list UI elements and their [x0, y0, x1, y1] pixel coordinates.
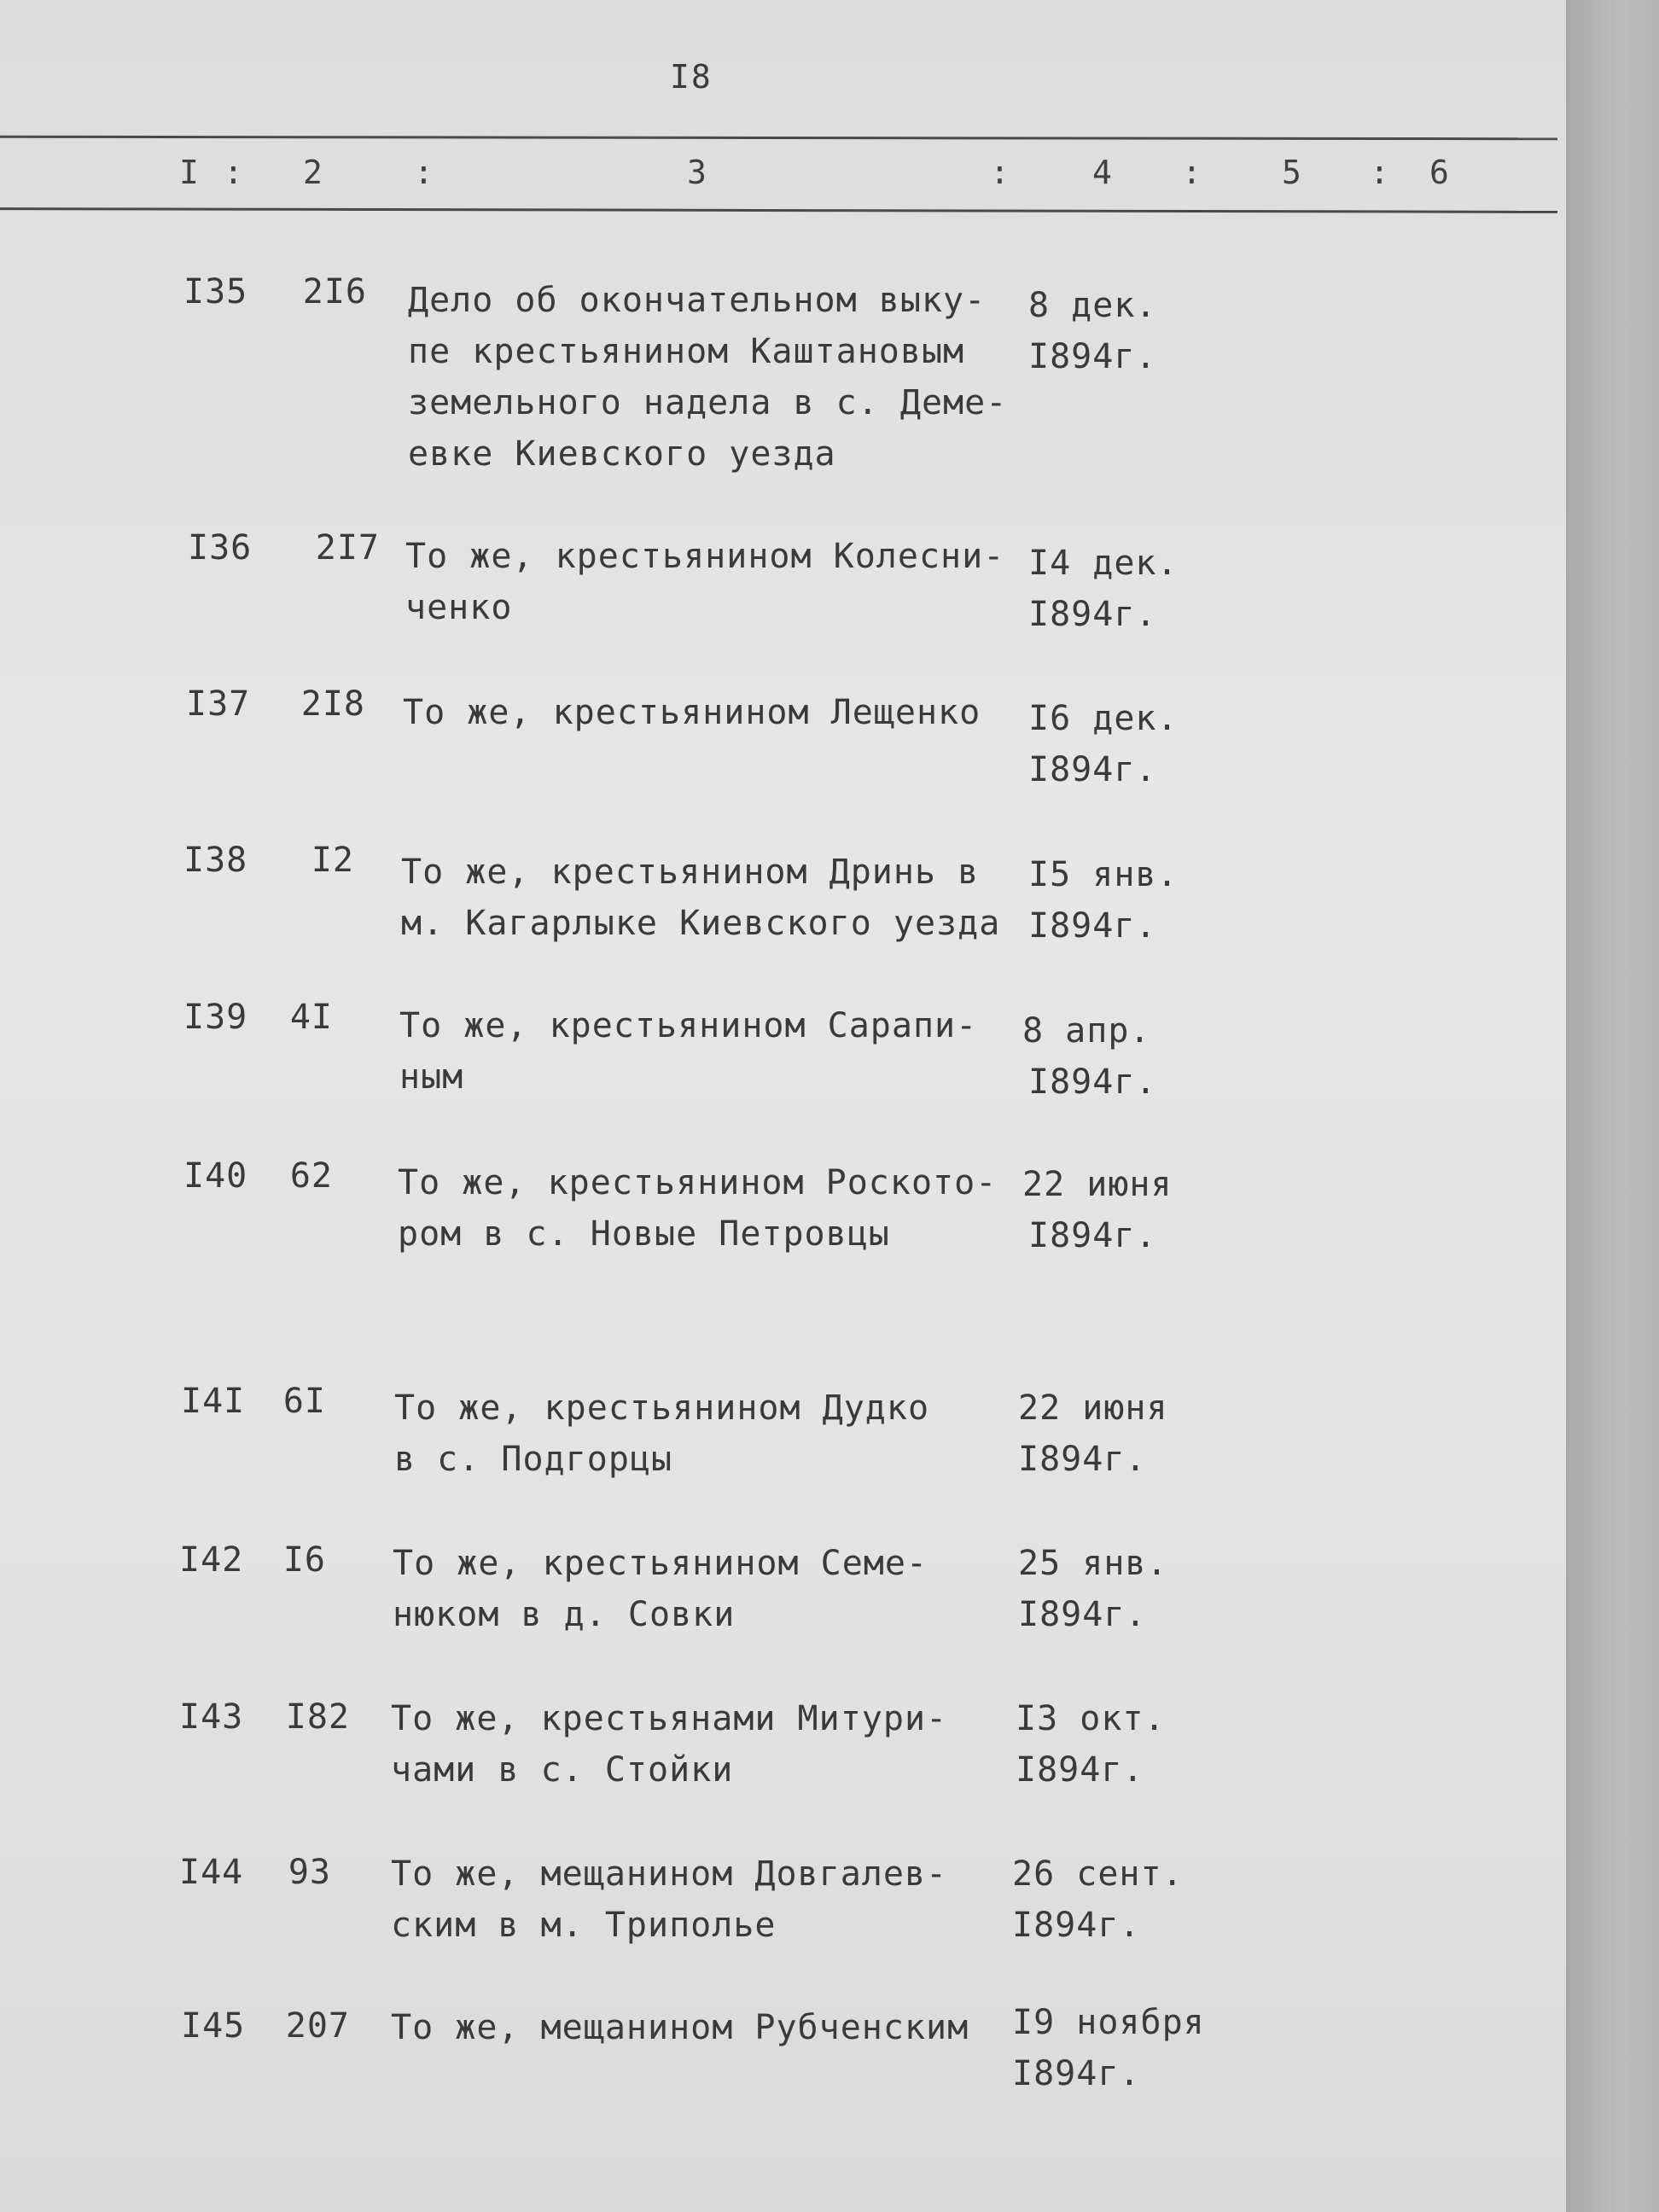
column-header-6: 6: [1429, 154, 1449, 191]
column-header-4: 4: [1092, 154, 1112, 191]
header-top-rule: [0, 136, 1557, 141]
entry-file-number: I82: [285, 1697, 350, 1737]
entry-description-line: Дело об окончательном выку-: [408, 281, 987, 320]
entry-description-line: То же, крестьянами Митури-: [391, 1699, 948, 1738]
entry-description-line: То же, крестьянином Дудко: [394, 1388, 930, 1428]
entry-description-line: ченко: [405, 588, 513, 627]
entry-file-number: 6I: [282, 1382, 326, 1421]
entry-date-line: I894г.: [1028, 595, 1157, 634]
entry-description-line: То же, мещанином Довгалев-: [391, 1854, 948, 1894]
entry-date-line: 22 июня: [1018, 1388, 1168, 1428]
column-header-2: 2: [303, 154, 323, 191]
entry-description-line: То же, крестьянином Семе-: [393, 1544, 928, 1583]
entry-number: I42: [179, 1540, 244, 1580]
entry-description-line: земельного надела в с. Деме-: [408, 383, 1008, 422]
entry-date-line: I894г.: [1028, 750, 1157, 789]
column-separator: :: [1182, 154, 1202, 191]
column-separator: :: [990, 154, 1010, 191]
column-header-1: I: [179, 154, 199, 191]
entry-date-line: 25 янв.: [1018, 1544, 1168, 1583]
entry-date-line: I6 дек.: [1028, 699, 1179, 738]
entry-number: I44: [179, 1853, 244, 1892]
entry-description-line: То же, крестьянином Колесни-: [405, 537, 1005, 576]
entry-file-number: 62: [289, 1156, 333, 1196]
entry-date-line: I894г.: [1028, 337, 1157, 376]
entry-number: I40: [183, 1156, 248, 1196]
entry-file-number: 2I7: [315, 528, 380, 568]
entry-number: I4I: [181, 1382, 246, 1421]
entry-file-number: 4I: [289, 998, 333, 1037]
entry-date-line: I894г.: [1016, 1750, 1144, 1790]
entry-file-number: I2: [311, 841, 354, 880]
entry-number: I37: [186, 684, 251, 724]
entry-date-line: I9 ноября: [1012, 2003, 1205, 2042]
entry-number: I39: [183, 998, 248, 1037]
entry-file-number: I6: [282, 1540, 326, 1580]
header-bottom-rule: [0, 207, 1557, 213]
page-edge-shadow: [1566, 0, 1659, 2212]
entry-description-line: пе крестьянином Каштановым: [408, 332, 965, 371]
entry-date-line: I894г.: [1028, 1216, 1157, 1255]
entry-description-line: чами в с. Стойки: [391, 1750, 734, 1790]
entry-description-line: ным: [399, 1057, 464, 1097]
entry-date-line: I894г.: [1012, 1906, 1141, 1945]
entry-description-line: То же, крестьянином Лещенко: [403, 693, 981, 732]
entry-number: I35: [183, 272, 248, 311]
column-header-5: 5: [1282, 154, 1301, 191]
entry-description-line: ром в с. Новые Петровцы: [398, 1214, 890, 1254]
entry-date-line: I4 дек.: [1028, 544, 1179, 583]
entry-number: I45: [181, 2006, 246, 2046]
entry-number: I43: [179, 1697, 244, 1737]
entry-file-number: 2I8: [300, 684, 365, 724]
entry-description-line: ским в м. Триполье: [391, 1906, 777, 1945]
column-separator: :: [1370, 154, 1389, 191]
entry-date-line: I894г.: [1018, 1595, 1147, 1634]
entry-description-line: То же, крестьянином Роското-: [398, 1163, 998, 1202]
entry-description-line: То же, мещанином Рубченским: [391, 2008, 969, 2047]
entry-date-line: I894г.: [1028, 1062, 1157, 1102]
entry-date-line: I3 окт.: [1016, 1699, 1166, 1738]
entry-date-line: I894г.: [1018, 1440, 1147, 1479]
entry-file-number: 93: [288, 1853, 331, 1892]
entry-date-line: 8 дек.: [1028, 286, 1157, 325]
entry-date-line: I5 янв.: [1028, 855, 1179, 894]
entry-description-line: То же, крестьянином Сарапи-: [399, 1006, 978, 1045]
entry-date-line: 22 июня: [1022, 1165, 1173, 1204]
entry-date-line: 26 сент.: [1012, 1854, 1184, 1894]
column-separator: :: [414, 154, 434, 191]
entry-file-number: 207: [285, 2006, 350, 2046]
entry-description-line: в с. Подгорцы: [394, 1440, 673, 1479]
entry-date-line: I894г.: [1028, 906, 1157, 946]
column-header-3: 3: [687, 154, 707, 191]
entry-number: I38: [183, 841, 248, 880]
entry-date-line: 8 апр.: [1022, 1011, 1151, 1051]
entry-file-number: 2I6: [302, 272, 367, 311]
entry-description-line: м. Кагарлыке Киевского уезда: [401, 904, 1001, 943]
entry-number: I36: [188, 528, 253, 568]
entry-description-line: То же, крестьянином Дринь в: [401, 853, 980, 892]
entry-description-line: евке Киевского уезда: [408, 434, 836, 474]
entry-date-line: I894г.: [1012, 2054, 1141, 2093]
column-separator: :: [224, 154, 243, 191]
entry-description-line: нюком в д. Совки: [393, 1595, 736, 1634]
page-number: I8: [670, 58, 713, 96]
